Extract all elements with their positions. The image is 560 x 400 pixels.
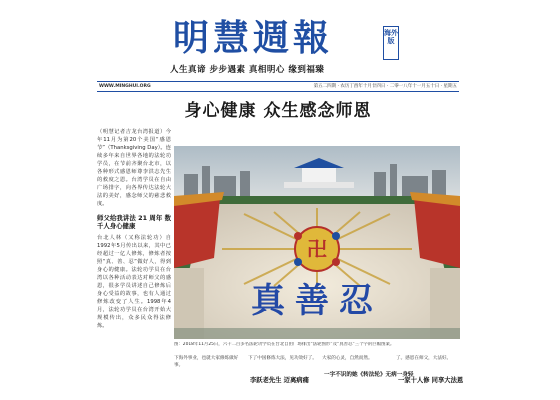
bottom-headline-2: 一字不识的她《转法轮》无病一身轻 (324, 372, 414, 378)
left-article-column (97, 128, 171, 330)
masthead-title: 明慧週報 (173, 17, 334, 59)
bottom-headline-1: 李跃老先生 迈离病痛 (250, 377, 309, 384)
bottom-column-2: 下了中国修炼大法，见功效好了。 (248, 356, 317, 361)
photo-caption: 图：2018年11月25日，六千二百多名法轮功学员在台北自由广场排出“法轮图形”及“真善忍”三个字的巨幅图案。 (174, 342, 395, 347)
info-bar (97, 81, 459, 92)
masthead-slogan: 人生真谛 步步遇素 真相明心 缘到福臻 (170, 65, 325, 75)
falun-emblem (294, 227, 340, 271)
bottom-column-4: 了。感恩在师父，大法好。 (396, 356, 452, 361)
svg-text:卍: 卍 (307, 237, 327, 261)
edition-badge: 海外版 (383, 26, 399, 60)
bottom-column-3: 大家的心灵，自然而然。 (322, 356, 373, 361)
main-photo (174, 146, 460, 339)
bottom-headline-3: 一家十人修 同享大法恩 (398, 377, 464, 384)
bottom-articles (174, 352, 464, 400)
issue-date-meta: 第五二四期 · 农历丁酉年十月廿四日 · 二零一八年十一月五十日 · 星期五 (313, 84, 457, 89)
page-headline: 身心健康 众生感念师恩 (184, 101, 372, 121)
bottom-column-1: 下海外事业，也就大家修炼做好事。 (174, 356, 239, 368)
formation-text: 真善忍 (251, 281, 383, 321)
article-subhead: 师父给我讲法 21 周年 数千人身心健康 (97, 214, 171, 230)
website-url[interactable]: WWW.MINGHUI.ORG (99, 84, 151, 89)
article-body: 台北人林（又称法轮功）自1992年5月传出以来，其中已经超过一亿人修炼，修炼者按照“真、善、忍”做好人，得到身心的健康。法轮功学员在台湾以各种活动表达对师父的感恩，很多学员讲述自己修炼后身心受益的故事，也有人通过修炼改变了人生。1998年4月，法轮功学员在台湾开始大规模传出，众多民众得法修炼。 (97, 235, 171, 329)
article-intro: （明慧记者吉龙台湾报道）今年11月为第20个美国“感恩节”（Thanksgiving Day）。连续多年来自世界各地的法轮功学员，在节前齐聚台北市，以各种形式感恩师尊李洪志先生的救度之恩。台湾学员在自由广场排字，向各界传达法轮大法的美好，感念师父的慈悲救度。 (97, 129, 171, 207)
masthead (0, 0, 560, 89)
